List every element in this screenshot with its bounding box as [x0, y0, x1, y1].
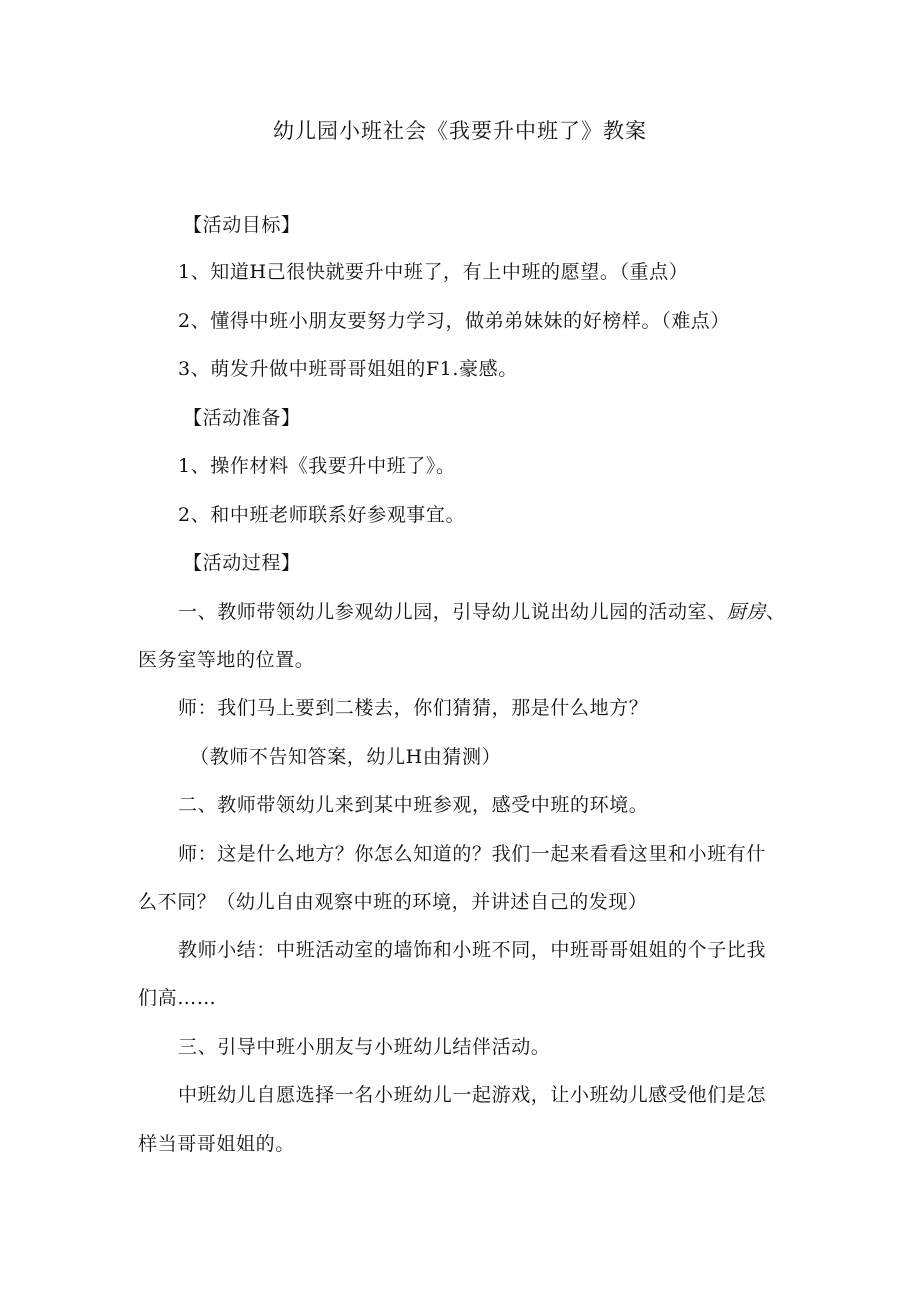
- teacher-summary: 教师小结：中班活动室的墙饰和小班不同，中班哥哥姐姐的个子比我: [178, 939, 767, 961]
- prep-item-1: 1、操作材料《我要升中班了》。: [178, 455, 456, 477]
- note-1: （教师不告知答案，幼儿H由猜测）: [190, 746, 502, 768]
- section-header-goals: 【活动目标】: [183, 214, 301, 236]
- process-step-1-cont: 医务室等地的位置。: [138, 649, 315, 671]
- process-step-3-desc: 中班幼儿自愿选择一名小班幼儿一起游戏，让小班幼儿感受他们是怎: [178, 1084, 767, 1106]
- section-header-process: 【活动过程】: [183, 552, 301, 574]
- teacher-question-2-cont: 么不同？（幼儿自由观察中班的环境，并讲述自己的发现）: [138, 891, 648, 913]
- process-step-2: 二、教师带领幼儿来到某中班参观，感受中班的环境。: [178, 794, 649, 816]
- goal-item-3: 3、萌发升做中班哥哥姐姐的F1.豪感。: [178, 358, 518, 380]
- prep-item-2: 2、和中班老师联系好参观事宜。: [178, 504, 466, 526]
- process-step-1-italic: 厨房: [726, 601, 767, 623]
- document-title: 幼儿园小班社会《我要升中班了》教案: [273, 119, 647, 143]
- teacher-question-1: 师：我们马上要到二楼去，你们猜猜，那是什么地方？: [178, 697, 649, 719]
- process-step-3: 三、引导中班小朋友与小班幼儿结伴活动。: [178, 1036, 551, 1058]
- process-step-3-desc-cont: 样当哥哥姐姐的。: [138, 1133, 295, 1155]
- process-step-1-text-a: 一、教师带领幼儿参观幼儿园，引导幼儿说出幼儿园的活动室、: [178, 601, 727, 623]
- process-step-1: [178, 588, 838, 637]
- teacher-question-2: 师：这是什么地方？你怎么知道的？我们一起来看看这里和小班有什: [178, 843, 767, 865]
- section-header-prep: 【活动准备】: [183, 407, 301, 429]
- process-step-1-text-b: 、: [766, 601, 786, 623]
- goal-item-1: 1、知道H己很快就要升中班了，有上中班的愿望。（重点）: [178, 261, 689, 283]
- goal-item-2: 2、懂得中班小朋友要努力学习，做弟弟妹妹的好榜样。（难点）: [178, 310, 730, 332]
- teacher-summary-cont: 们高……: [138, 987, 217, 1009]
